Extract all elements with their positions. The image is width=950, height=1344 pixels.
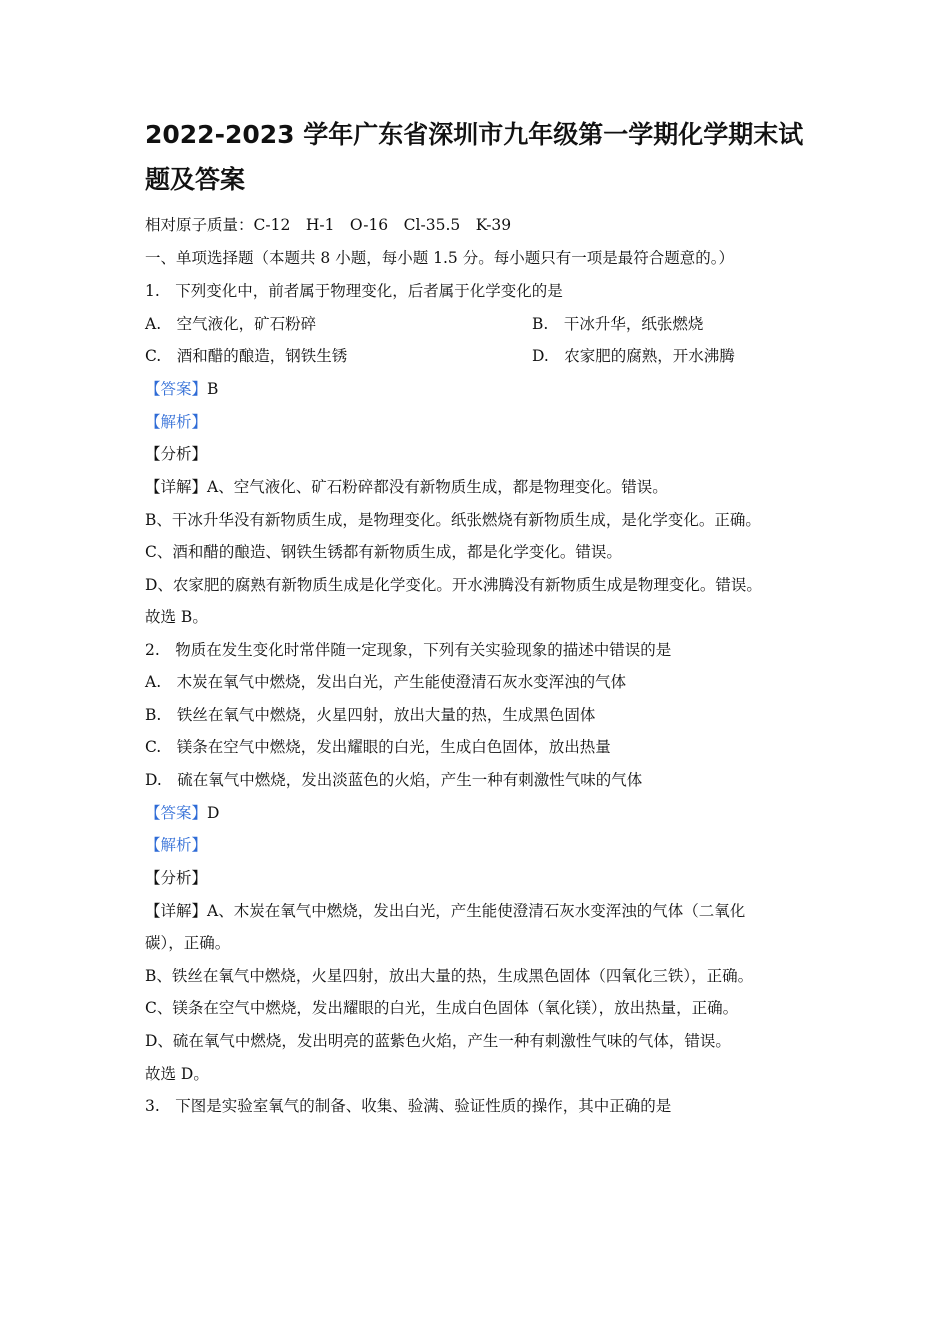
question-1-detail — [145, 476, 668, 498]
answer-value: D — [207, 804, 220, 822]
question-1-option-a: A. 空气液化，矿石粉碎 — [145, 315, 317, 333]
analysis-tag: 【解析】 — [145, 836, 208, 854]
question-2-detail-line: 碳），正确。 — [145, 934, 231, 952]
fenxi-tag: 【分析】 — [145, 869, 208, 887]
detail-text: A、空气液化、矿石粉碎都没有新物质生成，都是物理变化。错误。 — [207, 478, 668, 496]
atomic-masses: 相对原子质量：C-12 H-1 O-16 Cl-35.5 K-39 — [145, 216, 512, 234]
detail-text: A、木炭在氧气中燃烧，发出白光，产生能使澄清石灰水变浑浊的气体（二氧化 — [207, 902, 746, 920]
question-1-option-b: B. 干冰升华，纸张燃烧 — [532, 315, 704, 333]
question-2-detail-line: D、硫在氧气中燃烧，发出明亮的蓝紫色火焰，产生一种有刺激性气味的气体，错误。 — [145, 1032, 731, 1050]
document-title: 2022-2023 学年广东省深圳市九年级第一学期化学期末试题及答案 — [145, 120, 804, 194]
question-2-detail-line: B、铁丝在氧气中燃烧，火星四射，放出大量的热，生成黑色固体（四氧化三铁），正确。 — [145, 967, 754, 985]
question-1-conclusion: 故选 B。 — [145, 608, 208, 626]
question-1-fenxi — [145, 443, 207, 465]
question-2-analysis — [145, 834, 207, 856]
question-1-detail-line: D、农家肥的腐熟有新物质生成是化学变化。开水沸腾没有新物质生成是物理变化。错误。 — [145, 576, 762, 594]
question-1-answer — [145, 378, 218, 400]
question-2-option-d: D. 硫在氧气中燃烧，发出淡蓝色的火焰，产生一种有刺激性气味的气体 — [145, 771, 643, 789]
answer-tag: 【答案】 — [145, 380, 208, 398]
question-1-detail-line: B、干冰升华没有新物质生成，是物理变化。纸张燃烧有新物质生成，是化学变化。正确。 — [145, 511, 761, 529]
question-2-fenxi — [145, 867, 207, 889]
detail-tag: 【详解】 — [145, 478, 208, 496]
question-2-option-c: C. 镁条在空气中燃烧，发出耀眼的白光，生成白色固体，放出热量 — [145, 738, 611, 756]
question-1-option-c: C. 酒和醋的酿造，钢铁生锈 — [145, 347, 348, 365]
section-heading: 一、单项选择题（本题共 8 小题，每小题 1.5 分。每小题只有一项是最符合题意的。） — [145, 249, 734, 267]
question-2-detail — [145, 900, 745, 922]
question-2-detail-line: C、镁条在空气中燃烧，发出耀眼的白光，生成白色固体（氧化镁），放出热量，正确。 — [145, 999, 739, 1017]
question-1-analysis — [145, 411, 207, 433]
detail-tag: 【详解】 — [145, 902, 208, 920]
analysis-tag: 【解析】 — [145, 413, 208, 431]
question-2-option-a: A. 木炭在氧气中燃烧，发出白光，产生能使澄清石灰水变浑浊的气体 — [145, 673, 627, 691]
answer-value: B — [207, 380, 219, 398]
question-1-stem: 1. 下列变化中，前者属于物理变化，后者属于化学变化的是 — [145, 282, 563, 300]
question-2-conclusion: 故选 D。 — [145, 1065, 209, 1083]
question-2-option-b: B. 铁丝在氧气中燃烧，火星四射，放出大量的热，生成黑色固体 — [145, 706, 596, 724]
question-3-stem: 3. 下图是实验室氧气的制备、收集、验满、验证性质的操作，其中正确的是 — [145, 1097, 672, 1115]
question-1-detail-line: C、酒和醋的酿造、钢铁生锈都有新物质生成，都是化学变化。错误。 — [145, 543, 622, 561]
answer-tag: 【答案】 — [145, 804, 208, 822]
question-2-answer — [145, 802, 219, 824]
question-2-stem: 2. 物质在发生变化时常伴随一定现象，下列有关实验现象的描述中错误的是 — [145, 641, 672, 659]
fenxi-tag: 【分析】 — [145, 445, 208, 463]
question-1-option-d: D. 农家肥的腐熟，开水沸腾 — [532, 347, 735, 365]
